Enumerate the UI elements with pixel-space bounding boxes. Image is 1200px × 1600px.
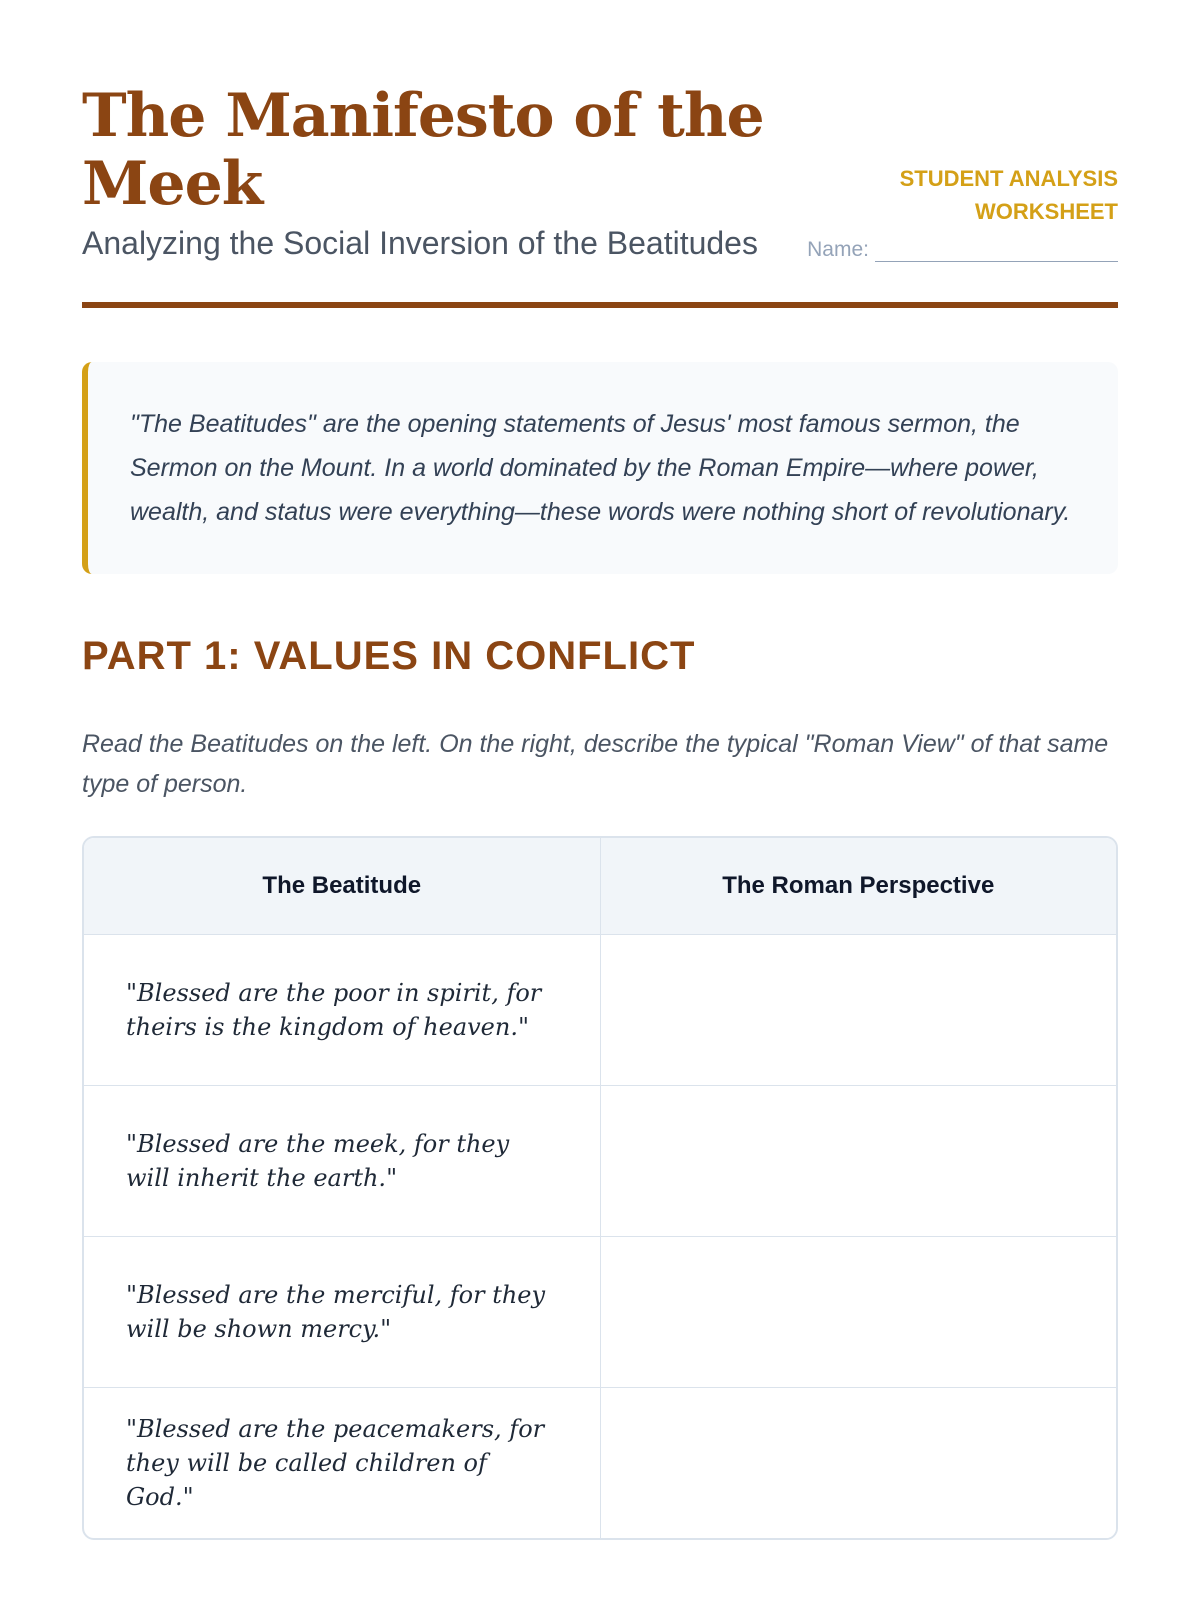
table-row (84, 1085, 1116, 1236)
response-cell[interactable] (600, 1236, 1116, 1387)
values-table-container (82, 836, 1118, 1540)
page-subtitle: Analyzing the Social Inversion of the Beatitudes (82, 225, 758, 261)
beatitude-cell: "Blessed are the meek, for they will inherit the earth." (84, 1085, 600, 1236)
part-1-heading: PART 1: VALUES IN CONFLICT (82, 634, 696, 678)
column-header-beatitude: The Beatitude (84, 838, 600, 934)
beatitude-cell: "Blessed are the poor in spirit, for theirs is the kingdom of heaven." (84, 934, 600, 1085)
table-row (84, 1236, 1116, 1387)
table-row (84, 1387, 1116, 1538)
intro-callout (82, 362, 1118, 574)
intro-text: "The Beatitudes" are the opening statements of Jesus' most famous sermon, the Sermon on the Mount. In a world dominated by the Roman Empire—where power, wealth, and status were everything—these words were nothing short of revolutionary. (130, 410, 1071, 526)
beatitude-cell: "Blessed are the peacemakers, for they will be called children of God." (126, 1414, 545, 1511)
part-1-instructions: Read the Beatitudes on the left. On the right, describe the typical "Roman View" of that same type of person. (82, 730, 1109, 798)
name-label: Name: (807, 238, 869, 261)
name-field (799, 238, 1118, 262)
response-cell[interactable] (600, 934, 1116, 1085)
response-cell[interactable] (600, 1085, 1116, 1236)
response-cell[interactable] (600, 1387, 1116, 1538)
page-title: The Manifesto of the Meek (82, 81, 764, 219)
beatitude-cell: "Blessed are the merciful, for they will be shown mercy." (84, 1236, 600, 1387)
column-header-roman-perspective: The Roman Perspective (600, 838, 1116, 934)
worksheet-label: STUDENT ANALYSIS WORKSHEET (899, 166, 1118, 224)
name-blank-line[interactable] (875, 240, 1118, 262)
title-block (82, 82, 799, 262)
values-table (84, 838, 1116, 1538)
table-header-row (84, 838, 1116, 934)
table-row (84, 934, 1116, 1085)
worksheet-header (82, 82, 1118, 308)
worksheet-meta (799, 162, 1118, 262)
